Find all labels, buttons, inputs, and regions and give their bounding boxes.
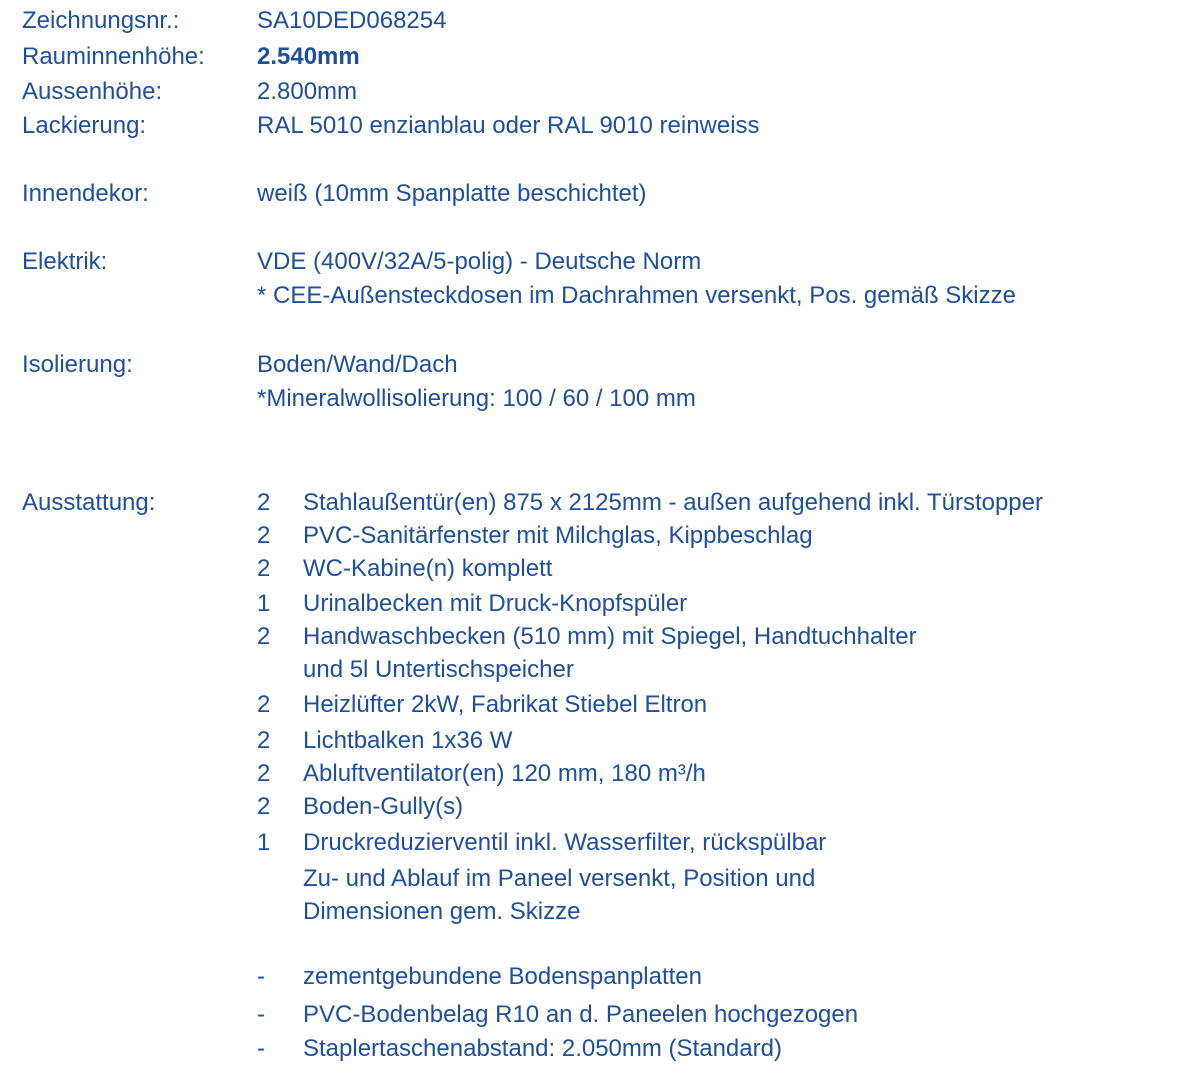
ausstattung-label: Ausstattung: bbox=[22, 489, 156, 516]
item-description: Handwaschbecken (510 mm) mit Spiegel, Handtuchhalter bbox=[303, 623, 917, 650]
item-quantity: 2 bbox=[257, 489, 271, 516]
spec-value: weiß (10mm Spanplatte beschichtet) bbox=[257, 180, 647, 207]
item-description: PVC-Sanitärfenster mit Milchglas, Kippbeschlag bbox=[303, 522, 813, 549]
item-description: Dimensionen gem. Skizze bbox=[303, 898, 581, 925]
spec-label: Aussenhöhe: bbox=[22, 78, 163, 105]
item-quantity: 2 bbox=[257, 691, 271, 718]
spec-label: Innendekor: bbox=[22, 180, 149, 207]
spec-label: Lackierung: bbox=[22, 112, 147, 139]
extra-description: zementgebundene Bodenspanplatten bbox=[303, 963, 702, 990]
item-quantity: 2 bbox=[257, 623, 271, 650]
item-description: Stahlaußentür(en) 875 x 2125mm - außen aufgehend inkl. Türstopper bbox=[303, 489, 1043, 516]
extra-description: Staplertaschenabstand: 2.050mm (Standard) bbox=[303, 1035, 782, 1062]
dash-bullet: - bbox=[257, 1035, 265, 1062]
spec-value: VDE (400V/32A/5-polig) - Deutsche Norm bbox=[257, 248, 702, 275]
extra-description: PVC-Bodenbelag R10 an d. Paneelen hochgezogen bbox=[303, 1001, 859, 1028]
item-quantity: 1 bbox=[257, 829, 271, 856]
spec-label: Rauminnenhöhe: bbox=[22, 43, 205, 70]
item-quantity: 2 bbox=[257, 727, 271, 754]
item-description: Boden-Gully(s) bbox=[303, 793, 464, 820]
spec-value: 2.540mm bbox=[257, 43, 360, 70]
spec-note: * CEE-Außensteckdosen im Dachrahmen versenkt, Pos. gemäß Skizze bbox=[257, 282, 1016, 309]
item-quantity: 2 bbox=[257, 760, 271, 787]
item-quantity: 1 bbox=[257, 590, 271, 617]
spec-note: *Mineralwollisolierung: 100 / 60 / 100 mm bbox=[257, 385, 696, 412]
item-quantity: 2 bbox=[257, 522, 271, 549]
item-description: Urinalbecken mit Druck-Knopfspüler bbox=[303, 590, 688, 617]
item-quantity: 2 bbox=[257, 555, 271, 582]
item-description: Zu- und Ablauf im Paneel versenkt, Position und bbox=[303, 865, 816, 892]
spec-label: Isolierung: bbox=[22, 351, 133, 378]
item-description: Lichtbalken 1x36 W bbox=[303, 727, 513, 754]
item-description: Heizlüfter 2kW, Fabrikat Stiebel Eltron bbox=[303, 691, 708, 718]
spec-label: Elektrik: bbox=[22, 248, 108, 275]
spec-value: SA10DED068254 bbox=[257, 7, 447, 34]
spec-label: Zeichnungsnr.: bbox=[22, 7, 180, 34]
item-description: Abluftventilator(en) 120 mm, 180 m³/h bbox=[303, 760, 706, 787]
spec-value: Boden/Wand/Dach bbox=[257, 351, 458, 378]
spec-value: 2.800mm bbox=[257, 78, 358, 105]
spec-value: RAL 5010 enzianblau oder RAL 9010 reinweiss bbox=[257, 112, 760, 139]
item-quantity: 2 bbox=[257, 793, 271, 820]
item-description: WC-Kabine(n) komplett bbox=[303, 555, 553, 582]
dash-bullet: - bbox=[257, 963, 265, 990]
item-description: und 5l Untertischspeicher bbox=[303, 656, 574, 683]
item-description: Druckreduzierventil inkl. Wasserfilter, rückspülbar bbox=[303, 829, 827, 856]
dash-bullet: - bbox=[257, 1001, 265, 1028]
